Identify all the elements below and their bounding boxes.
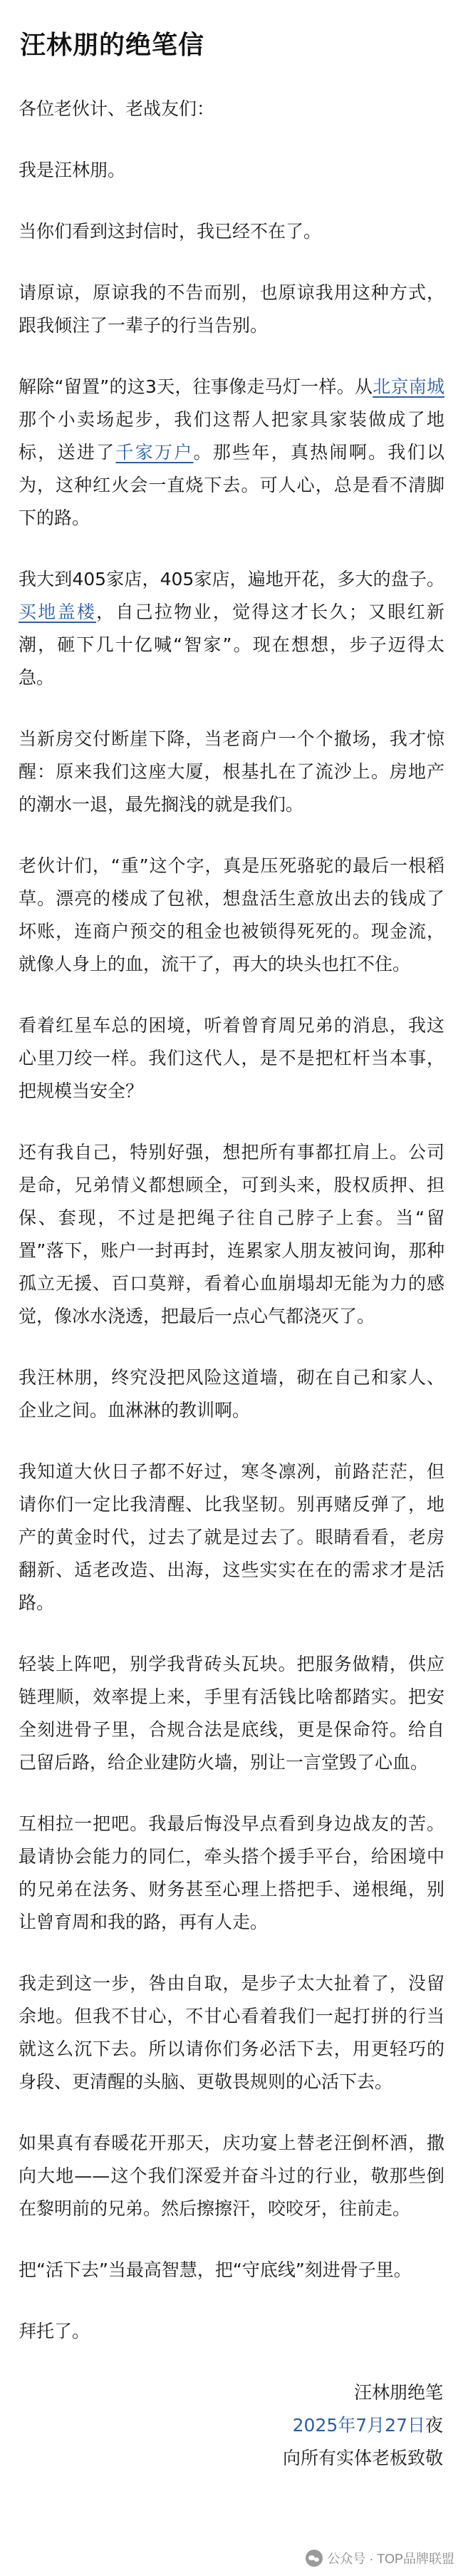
letter-paragraph — [19, 1808, 444, 1939]
paragraph-text: 老伙计们，“重”这个字，真是压死骆驼的最后一根稻草。漂亮的楼成了包袱，想盘活生意放出去的钱成了坏账，连商户预交的租金也被锁得死死的。现金流，就像人身上的血，流干了，再大的块头也扛不住。 — [19, 855, 444, 974]
signature-block — [19, 2376, 444, 2475]
letter-paragraph — [19, 1136, 444, 1333]
underlined-keyword-link[interactable]: 千家万户 — [115, 442, 194, 463]
paragraph-text: 我汪林朋，终究没把风险这道墙，砌在自己和家人、企业之间。血淋淋的教训啊。 — [19, 1367, 444, 1421]
paragraph-text: 如果真有春暖花开那天，庆功宴上替老汪倒杯酒，撒向大地——这个我们深爱并奋斗过的行业，敬那些倒在黎明前的兄弟。然后擦擦汗，咬咬牙，往前走。 — [19, 2133, 444, 2219]
paragraph-text: 。那些年，真热闹啊。我们以为，这种红火会一直烧下去。可人心，总是看不清脚下的路。 — [19, 442, 444, 528]
paragraph-text: ，自己拉物业，觉得这才长久；又眼红新潮，砸下几十亿喊“智家”。现在想想，步子迈得太急。 — [19, 602, 444, 688]
signature-name: 汪林朋绝笔 — [353, 2382, 443, 2403]
signature-date: 2025年7月27日 — [292, 2415, 425, 2436]
letter-paragraph — [19, 154, 444, 187]
signature-audience: 向所有实体老板致敬 — [282, 2448, 443, 2468]
paragraph-text: 拜托了。 — [19, 2321, 90, 2341]
paragraph-text: 请原谅，原谅我的不告而别，也原谅我用这种方式，跟我倾注了一辈子的行当告别。 — [19, 282, 444, 336]
paragraph-text: 那个小卖场起步，我们这帮人把家具家装做成了地标，送进了 — [19, 409, 444, 463]
paragraph-text: 我是汪林朋。 — [19, 160, 126, 180]
paragraph-text: 轻装上阵吧，别学我背砖头瓦块。把服务做精，供应链理顺，效率提上来，手里有活钱比啥都踏实。把安全刻进骨子里，合规合法是底线，更是保命符。给自己留后路，给企业建防火墙，别让一言堂毁了心血。 — [19, 1654, 444, 1773]
signature-date-line — [19, 2409, 443, 2442]
watermark-text: 公众号 · TOP品牌联盟 — [327, 2552, 454, 2566]
letter-paragraph — [19, 1648, 444, 1779]
paragraph-text: 把“活下去”当最高智慧，把“守底线”刻进骨子里。 — [19, 2260, 412, 2280]
wechat-icon — [306, 2550, 323, 2567]
letter-body — [19, 93, 444, 2348]
letter-paragraph — [19, 2315, 444, 2348]
page-title: 汪林朋的绝笔信 — [20, 31, 205, 60]
paragraph-text: 我知道大伙日子都不好过，寒冬凛冽，前路茫茫，但请你们一定比我清醒、比我坚韧。别再赌反弹了，地产的黄金时代，过去了就是过去了。眼睛看看，老房翻新、适老改造、出海，这些实实在在的需求才是活路。 — [19, 1461, 444, 1613]
paragraph-text: 互相拉一把吧。我最后悔没早点看到身边战友的苦。最请协会能力的同仁，牵头搭个援手平台，给困境中的兄弟在法务、财务甚至心理上搭把手、递根绳，别让曾育周和我的路，再有人走。 — [19, 1813, 444, 1932]
letter-paragraph — [19, 850, 444, 981]
letter-paragraph — [19, 2127, 444, 2225]
underlined-keyword-link[interactable]: 买地盖楼 — [19, 602, 97, 622]
paragraph-text: 解除“留置”的这3天，往事像走马灯一样。从 — [19, 376, 373, 397]
watermark — [306, 2549, 454, 2567]
letter-paragraph — [19, 723, 444, 821]
paragraph-text: 当新房交付断崖下降，当老商户一个个撤场，我才惊醒：原来我们这座大厦，根基扎在了流沙上。房地产的潮水一退，最先搁浅的就是我们。 — [19, 728, 444, 815]
letter-paragraph — [19, 563, 444, 694]
letter-paragraph — [19, 1967, 444, 2098]
paragraph-text: 各位老伙计、老战友们： — [19, 98, 215, 119]
letter-paragraph — [19, 215, 444, 248]
letter-paragraph — [19, 1361, 444, 1427]
letter-paragraph — [19, 1456, 444, 1619]
paragraph-text: 看着红星车总的困境，听着曾育周兄弟的消息，我这心里刀绞一样。我们这代人，是不是把杠杆当本事，把规模当安全？ — [19, 1015, 444, 1101]
paragraph-text: 当你们看到这封信时，我已经不在了。 — [19, 221, 322, 242]
underlined-keyword-link[interactable]: 北京南城 — [373, 376, 444, 397]
letter-paragraph — [19, 277, 444, 342]
letter-paragraph — [19, 93, 444, 125]
letter-paragraph — [19, 371, 444, 535]
paragraph-text: 我大到405家店，405家店，遍地开花，多大的盘子。 — [19, 569, 444, 589]
signature-date-suffix: 夜 — [425, 2415, 443, 2436]
paragraph-text: 我走到这一步，咎由自取，是步子太大扯着了，没留余地。但我不甘心，不甘心看着我们一起打拼的行当就这么沉下去。所以请你们务必活下去，用更轻巧的身段、更清醒的头脑、更敬畏规则的心活下去。 — [19, 1973, 444, 2092]
letter-paragraph — [19, 2254, 444, 2287]
paragraph-text: 还有我自己，特别好强，想把所有事都扛肩上。公司是命，兄弟情义都想顾全，可到头来，股权质押、担保、套现，不过是把绳子往自己脖子上套。当“留置”落下，账户一封再封，连累家人朋友被问询，那种孤立无援、百口莫辩，看着心血崩塌却无能为力的感觉，像冰水浇透，把最后一点心气都浇灭了。 — [19, 1142, 444, 1326]
letter-paragraph — [19, 1009, 444, 1108]
